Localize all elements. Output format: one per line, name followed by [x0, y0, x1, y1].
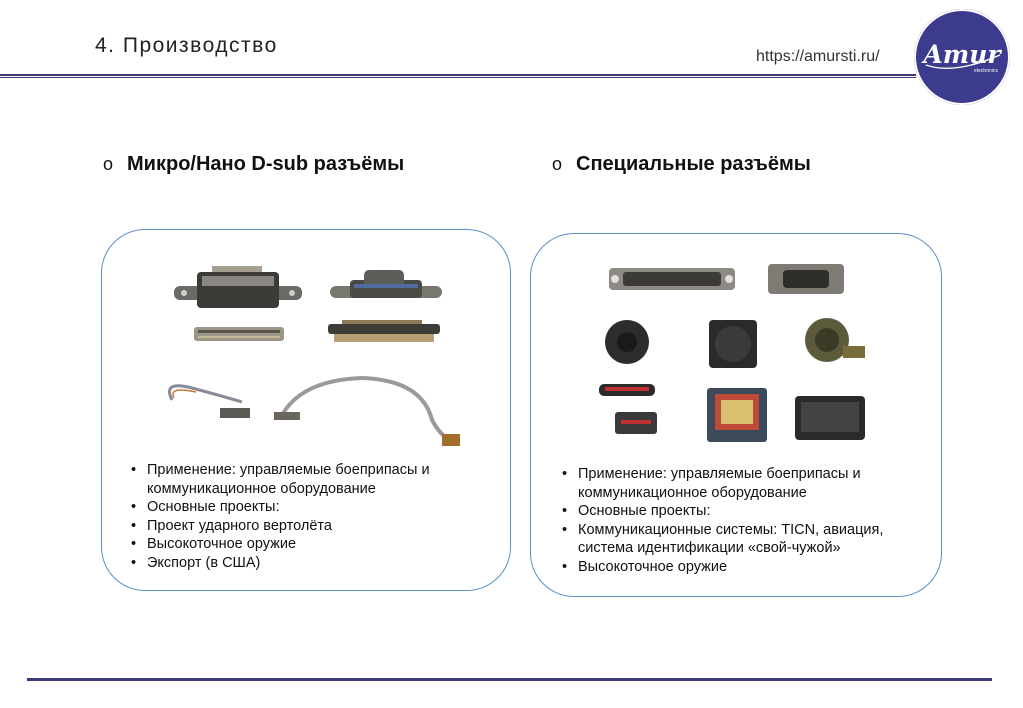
- cable-assembly-photo: [274, 378, 460, 446]
- list-item: • Применение: управляемые боеприпасы и коммуникационное оборудование: [558, 465, 908, 502]
- list-item: • Основные проекты:: [127, 498, 487, 517]
- connector-photo: [805, 318, 865, 362]
- footer-divider: [27, 678, 992, 681]
- section-heading-left: [103, 153, 404, 176]
- dsub-connector-photos: [102, 230, 510, 460]
- right-bullets: [558, 465, 908, 576]
- cable-assembly-photo: [170, 386, 251, 418]
- header-divider: [0, 74, 916, 78]
- list-item: • Проект ударного вертолёта: [127, 517, 487, 536]
- heading-text-left: Микро/Нано D-sub разъёмы: [127, 153, 405, 175]
- logo-sub: electronics: [974, 68, 998, 74]
- list-item: • Высокоточное оружие: [127, 535, 487, 554]
- connector-photo: [709, 320, 757, 368]
- connector-photo: [328, 320, 440, 342]
- left-bullets: [127, 461, 487, 572]
- connector-photo: [330, 270, 442, 298]
- page-title: 4. Производство: [95, 34, 278, 57]
- connector-photo: [174, 266, 302, 308]
- heading-bullet-left: o: [103, 154, 114, 174]
- heading-bullet-right: o: [552, 154, 563, 174]
- list-item: • Основные проекты:: [558, 502, 908, 521]
- connector-photo: [795, 396, 865, 440]
- logo-brand: Amur: [923, 40, 1001, 69]
- list-item: • Применение: управляемые боеприпасы и коммуникационное оборудование: [127, 461, 487, 498]
- section-heading-right: [552, 153, 811, 176]
- connector-photo: [194, 327, 284, 341]
- list-item: • Коммуникационные системы: TICN, авиация, система идентификации «свой-чужой»: [558, 521, 908, 558]
- connector-photo: [707, 388, 767, 442]
- heading-text-right: Специальные разъёмы: [576, 153, 811, 175]
- connector-photo: [599, 384, 657, 434]
- site-url[interactable]: https://amursti.ru/: [756, 48, 880, 65]
- connector-photo: [605, 320, 649, 364]
- list-item: • Экспорт (в США): [127, 554, 487, 573]
- amur-logo-mark: [914, 9, 1010, 105]
- list-item: • Высокоточное оружие: [558, 558, 908, 577]
- connector-photo: [609, 268, 735, 290]
- special-connector-photos: [531, 234, 941, 454]
- amur-logo: [914, 9, 1010, 105]
- connector-photo: [768, 264, 844, 294]
